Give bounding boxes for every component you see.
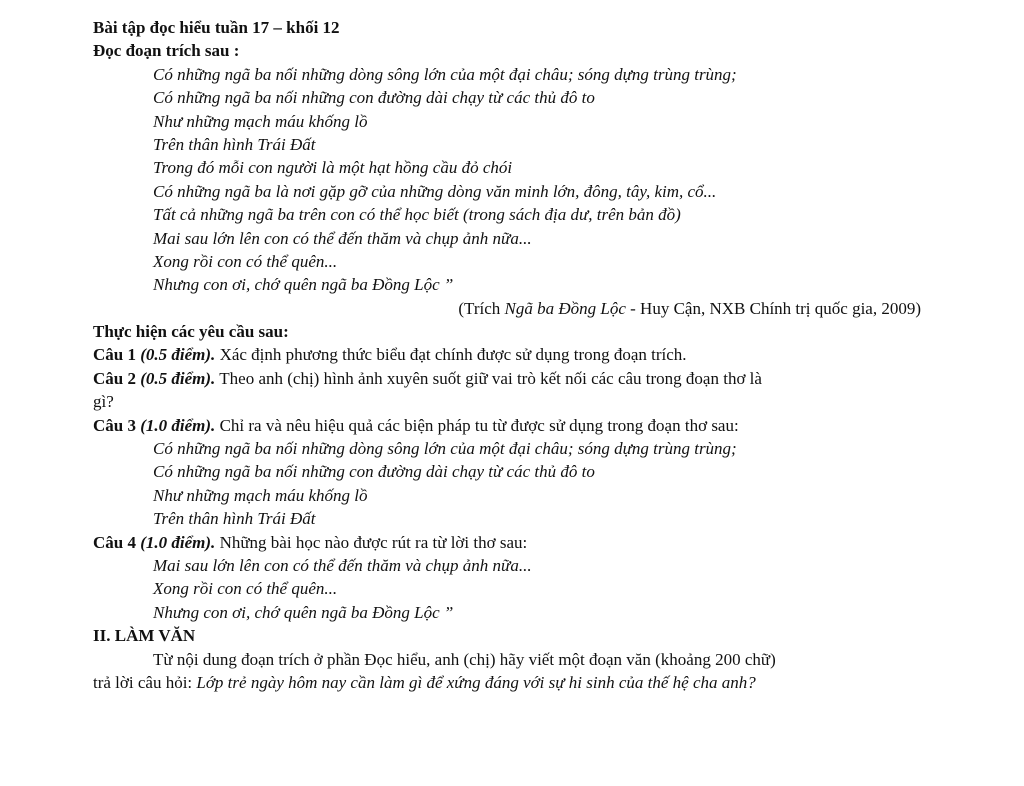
excerpt-line: Nhưng con ơi, chớ quên ngã ba Đồng Lộc ” bbox=[153, 602, 454, 622]
question-label: Câu 4 bbox=[93, 532, 136, 552]
poem-line: Tất cả những ngã ba trên con có thể học biết (trong sách địa dư, trên bản đồ) bbox=[153, 205, 681, 225]
poem-line: Như những mạch máu khống lồ bbox=[153, 111, 368, 131]
poem-line: Có những ngã ba nối những dòng sông lớn của một đại châu; sóng dựng trùng trùng; bbox=[153, 64, 737, 84]
question-1 bbox=[93, 343, 921, 366]
document-title: Bài tập đọc hiểu tuần 17 – khối 12 bbox=[93, 18, 340, 37]
document-page bbox=[93, 16, 921, 694]
excerpt-line: Xong rồi con có thể quên... bbox=[153, 579, 338, 599]
reading-instruction: Đọc đoạn trích sau : bbox=[93, 41, 240, 61]
question-text: Theo anh (chị) hình ảnh xuyên suốt giữ vai trò kết nối các câu trong đoạn thơ là bbox=[219, 368, 762, 388]
tasks-heading: Thực hiện các yêu cầu sau: bbox=[93, 322, 289, 342]
question-3-excerpt bbox=[93, 437, 921, 531]
poem-line: Trên thân hình Trái Đất bbox=[153, 134, 316, 154]
question-label: Câu 3 bbox=[93, 415, 136, 435]
source-title: Ngã ba Đồng Lộc bbox=[504, 298, 626, 318]
essay-prompt-prefix: trả lời câu hỏi: bbox=[93, 672, 197, 692]
question-text: Xác định phương thức biểu đạt chính được sử dụng trong đoạn trích. bbox=[219, 345, 687, 365]
question-text: Những bài học nào được rút ra từ lời thơ sau: bbox=[219, 532, 528, 552]
poem-line: Có những ngã ba nối những con đường dài chạy từ các thủ đô to bbox=[153, 88, 595, 108]
poem-line: Mai sau lớn lên con có thể đến thăm và chụp ảnh nữa... bbox=[153, 228, 532, 248]
question-points: (1.0 điểm). bbox=[140, 415, 216, 435]
question-2-continued: gì? bbox=[93, 392, 114, 412]
poem-source bbox=[93, 297, 921, 320]
essay-prompt-line-1: Từ nội dung đoạn trích ở phần Đọc hiểu, anh (chị) hãy viết một đoạn văn (khoảng 200 chữ) bbox=[153, 649, 776, 669]
question-4-excerpt bbox=[93, 554, 921, 624]
excerpt-line: Có những ngã ba nối những con đường dài chạy từ các thủ đô to bbox=[153, 462, 595, 482]
excerpt-line: Mai sau lớn lên con có thể đến thăm và chụp ảnh nữa... bbox=[153, 555, 532, 575]
question-label: Câu 2 bbox=[93, 368, 136, 388]
poem-line: Trong đó mỗi con người là một hạt hồng cầu đỏ chói bbox=[153, 158, 513, 178]
excerpt-line: Có những ngã ba nối những dòng sông lớn của một đại châu; sóng dựng trùng trùng; bbox=[153, 439, 737, 459]
source-prefix: (Trích bbox=[458, 298, 505, 318]
poem-line: Có những ngã ba là nơi gặp gỡ của những dòng văn minh lớn, đông, tây, kim, cổ... bbox=[153, 181, 717, 201]
question-2 bbox=[93, 367, 921, 390]
essay-question: Lớp trẻ ngày hôm nay cần làm gì để xứng đáng với sự hi sinh của thế hệ cha anh? bbox=[196, 672, 756, 692]
poem-line: Nhưng con ơi, chớ quên ngã ba Đồng Lộc ” bbox=[153, 275, 454, 295]
question-text: Chỉ ra và nêu hiệu quả các biện pháp tu từ được sử dụng trong đoạn thơ sau: bbox=[219, 415, 739, 435]
question-3 bbox=[93, 414, 921, 437]
question-4 bbox=[93, 531, 921, 554]
question-points: (0.5 điểm). bbox=[140, 368, 216, 388]
question-points: (1.0 điểm). bbox=[140, 532, 216, 552]
question-points: (0.5 điểm). bbox=[140, 345, 216, 365]
question-label: Câu 1 bbox=[93, 345, 136, 365]
source-suffix: - Huy Cận, NXB Chính trị quốc gia, 2009) bbox=[625, 298, 921, 318]
excerpt-line: Như những mạch máu khống lồ bbox=[153, 485, 368, 505]
essay-heading: II. LÀM VĂN bbox=[93, 626, 196, 646]
essay-prompt-line-2 bbox=[93, 671, 921, 694]
poem-line: Xong rồi con có thể quên... bbox=[153, 251, 338, 271]
excerpt-line: Trên thân hình Trái Đất bbox=[153, 509, 316, 529]
poem-excerpt bbox=[93, 63, 921, 320]
